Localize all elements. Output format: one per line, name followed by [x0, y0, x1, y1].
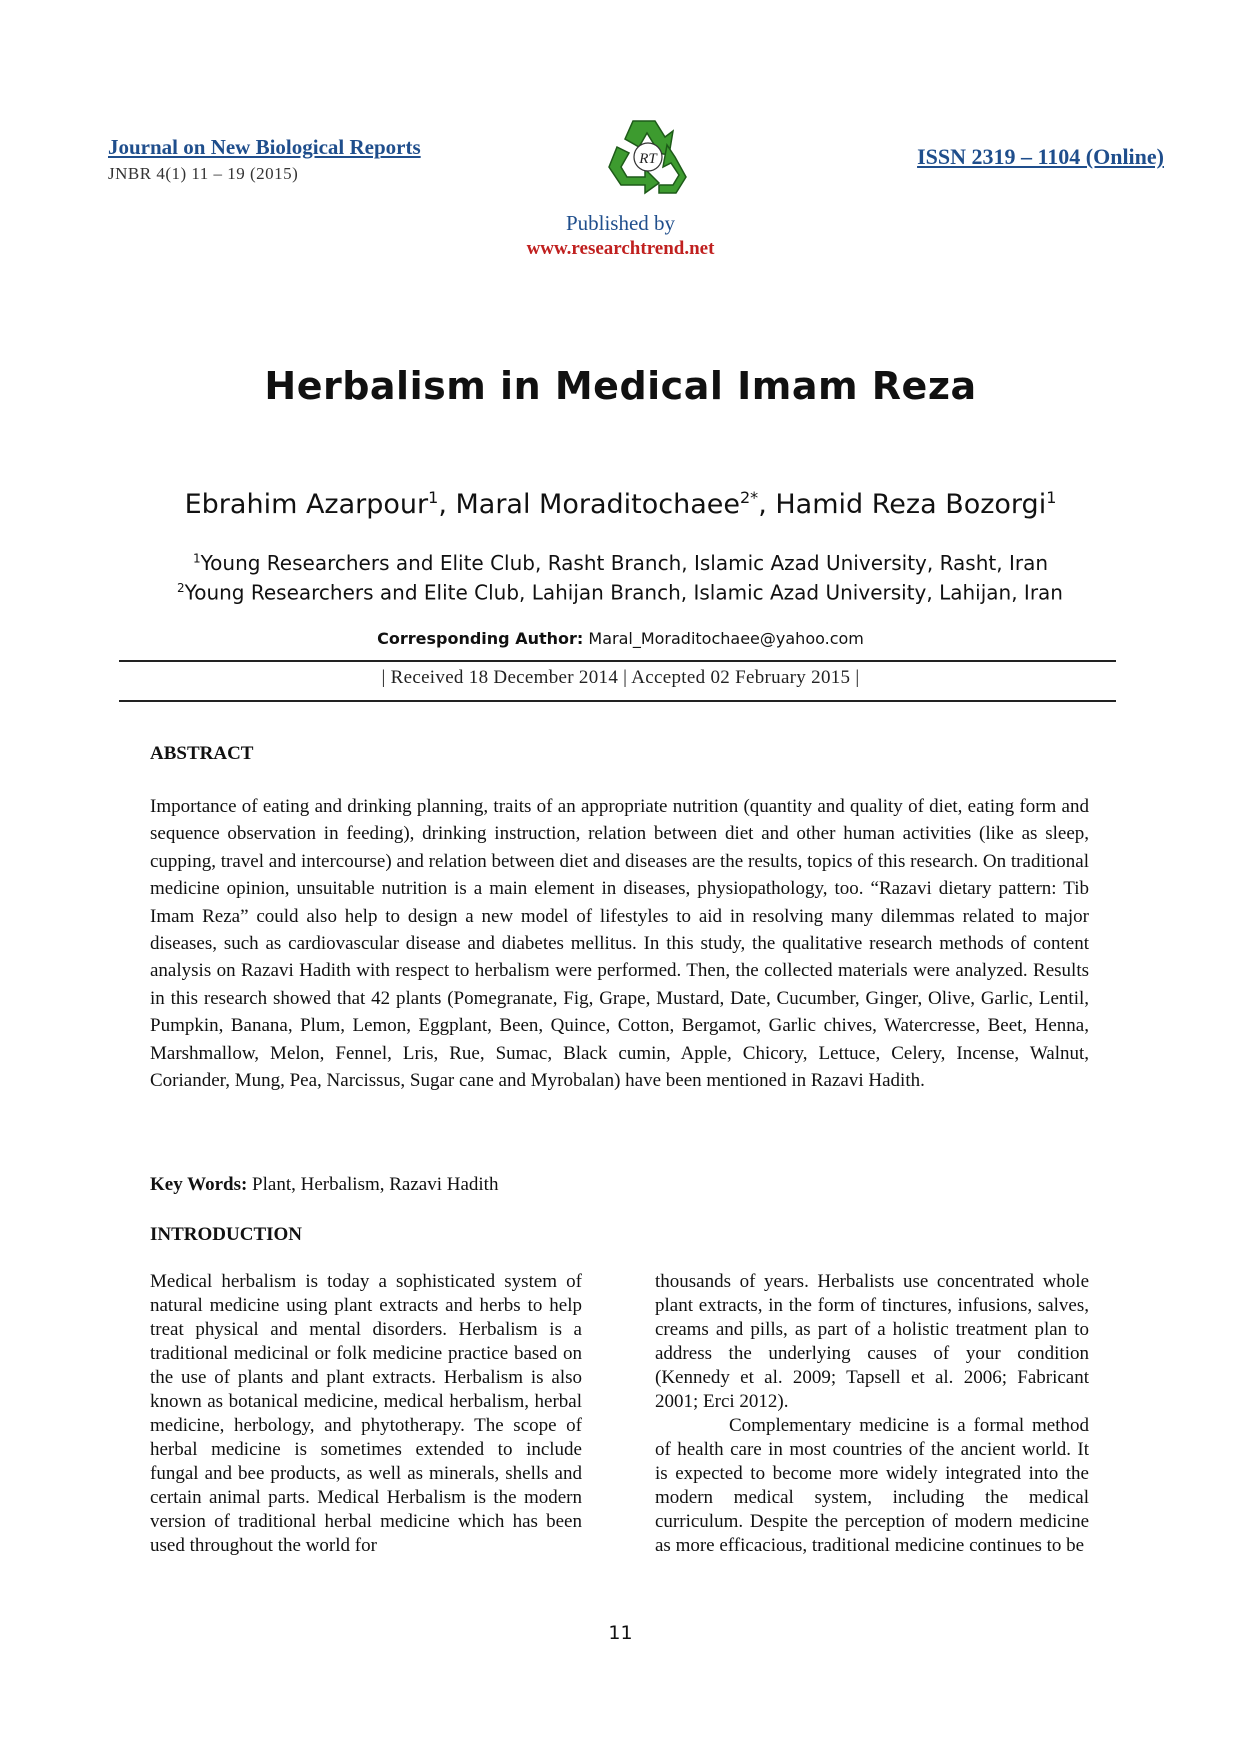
abstract-heading: ABSTRACT [150, 743, 254, 764]
issn-link[interactable]: ISSN 2319 – 1104 (Online) [917, 144, 1164, 169]
paper-title: Herbalism in Medical Imam Reza [264, 364, 977, 408]
affiliation-1 [0, 551, 1241, 575]
introduction-heading: INTRODUCTION [150, 1224, 303, 1245]
author-separator: , [438, 489, 456, 520]
keywords-label: Key Words: [150, 1174, 248, 1195]
author-name: Ebrahim Azarpour [184, 489, 429, 520]
divider-top [119, 660, 1116, 662]
journal-title[interactable]: Journal on New Biological Reports [108, 135, 421, 159]
paragraph: Complementary medicine is a formal method of health care in most countries of the ancient world. It is expected to become more widely integrated into the modern medical system, including the medical curriculum. Despite the perception of modern medicine as more efficacious, traditional medicine continues to be [655, 1415, 1089, 1556]
introduction-left-column: Medical herbalism is today a sophisticated system of natural medicine using plant extracts and herbs to help treat physical and mental disorders. Herbalism is a traditional medicinal or folk medicine practice based on the use of plants and plant extracts. Herbalism is also known as botanical medicine, medical herbalism, herbal medicine, herbology, and phytotherapy. The scope of herbal medicine is sometimes extended to include fungal and bee products, as well as minerals, shells and certain animal parts. Medical Herbalism is the modern version of traditional herbal medicine which has been used throughout the world for [150, 1271, 582, 1556]
author-affiliation-mark: 1 [1046, 488, 1057, 507]
publisher-url-link[interactable]: www.researchtrend.net [526, 238, 715, 259]
affiliation-mark: 2 [177, 581, 185, 595]
corresponding-author [0, 629, 1241, 648]
svg-text:RT: RT [639, 151, 657, 167]
affiliation-text: Young Researchers and Elite Club, Rasht Branch, Islamic Azad University, Rasht, Iran [200, 551, 1049, 575]
published-by-label: Published by [565, 211, 676, 235]
author-affiliation-mark: 2* [740, 488, 759, 507]
author-separator: , [758, 489, 776, 520]
paragraph: thousands of years. Herbalists use concentrated whole plant extracts, in the form of tinctures, infusions, salves, creams and pills, as part of a holistic treatment plan to address the underlying causes of your condition (Kennedy et al. 2009; Tapsell et al. 2006; Fabricant 2001; Erci 2012). [655, 1271, 1089, 1412]
author-list [0, 488, 1241, 520]
author-name: Maral Moraditochaee [455, 489, 740, 520]
submission-dates: | Received 18 December 2014 | Accepted 02 February 2015 | [381, 667, 860, 688]
affiliation-text: Young Researchers and Elite Club, Lahijan Branch, Islamic Azad University, Lahijan, Iran [184, 580, 1063, 605]
affiliation-2 [170, 576, 1070, 606]
keywords [150, 1174, 498, 1196]
affiliation-mark: 1 [192, 551, 201, 566]
divider-bottom [119, 700, 1116, 702]
recycle-logo-icon [603, 113, 693, 199]
corresponding-author-email[interactable]: Maral_Moraditochaee@yahoo.com [588, 629, 864, 648]
author-name: Hamid Reza Bozorgi [775, 489, 1047, 520]
author-affiliation-mark: 1 [428, 488, 439, 507]
page-number: 11 [608, 1622, 633, 1644]
abstract-body: Importance of eating and drinking planning, traits of an appropriate nutrition (quantity and quality of diet, eating form and sequence observation in feeding), drinking instruction, relation between diet and other human activities (like as sleep, cupping, travel and intercourse) and relation between diet and diseases are the results, topics of this research. On traditional medicine opinion, unsuitable nutrition is a main element in diseases, physiopathology, too. “Razavi dietary pattern: Tib Imam Reza” could also help to design a new model of lifestyles to aid in resolving many dilemmas related to major diseases, such as cardiovascular disease and diabetes mellitus. In this study, the qualitative research methods of content analysis on Razavi Hadith with respect to herbalism were performed. Then, the collected materials were analyzed. Results in this research showed that 42 plants (Pomegranate, Fig, Grape, Mustard, Date, Cucumber, Ginger, Olive, Garlic, Lentil, Pumpkin, Banana, Plum, Lemon, Eggplant, Been, Quince, Cotton, Bergamot, Garlic chives, Watercresse, Beet, Henna, Marshmallow, Melon, Fennel, Lris, Rue, Sumac, Black cumin, Apple, Chicory, Lettuce, Celery, Incense, Walnut, Coriander, Mung, Pea, Narcissus, Sugar cane and Myrobalan) have been mentioned in Razavi Hadith. [150, 796, 1089, 1092]
journal-reference: JNBR 4(1) 11 – 19 (2015) [108, 164, 299, 183]
corresponding-author-label: Corresponding Author: [377, 629, 584, 648]
keywords-text: Plant, Herbalism, Razavi Hadith [247, 1174, 499, 1195]
introduction-right-column [655, 1270, 1089, 1558]
